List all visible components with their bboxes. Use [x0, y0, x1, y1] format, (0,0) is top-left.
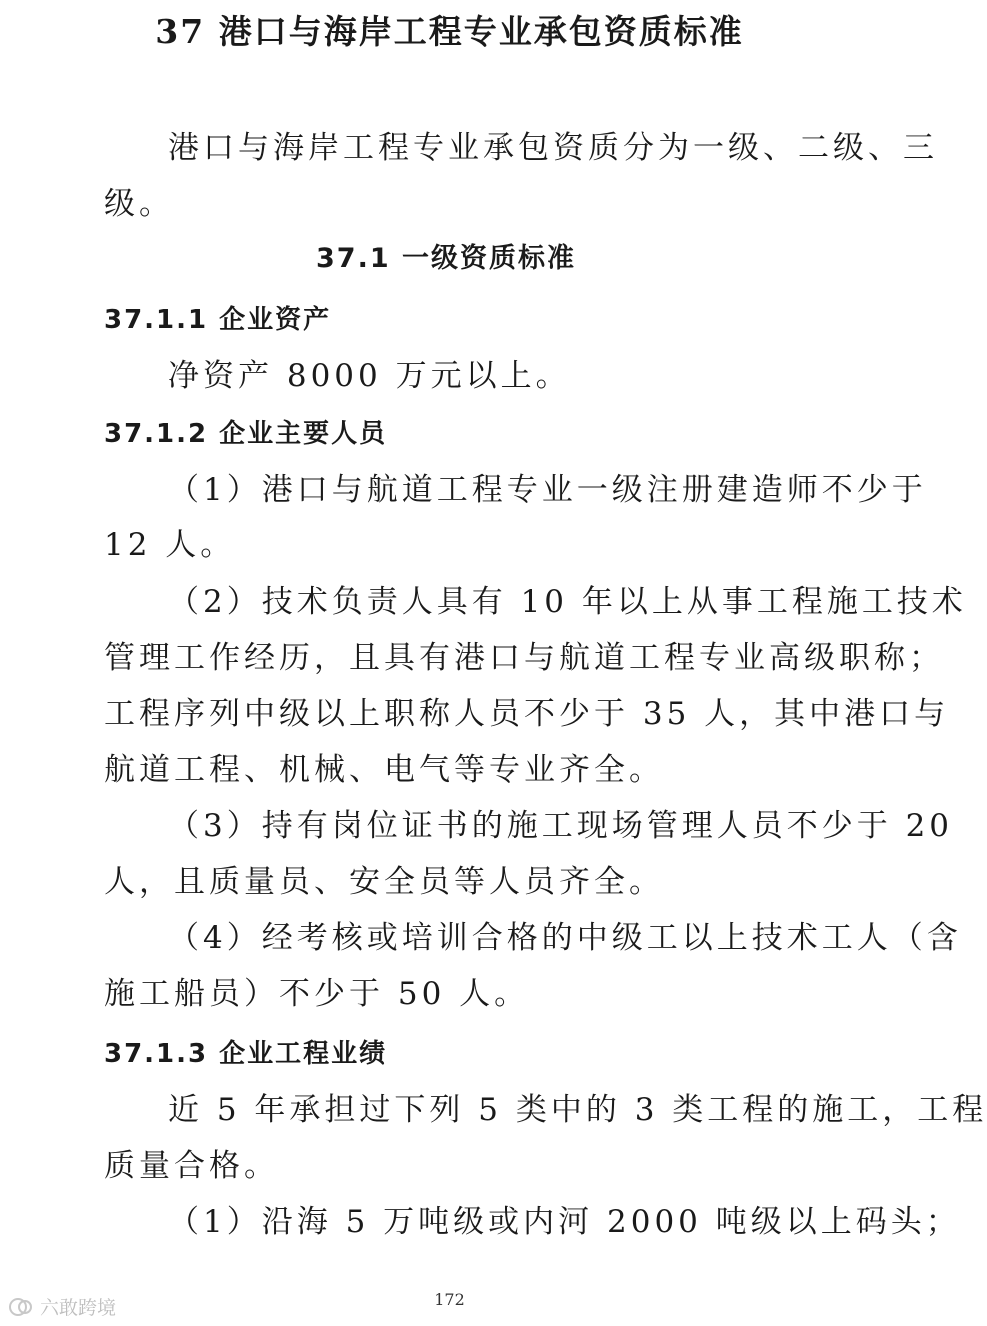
personnel-item-2-line-3: 工程序列中级以上职称人员不少于 35 人，其中港口与 [104, 696, 950, 732]
personnel-item-2-line-4: 航道工程、机械、电气等专业齐全。 [104, 752, 664, 788]
subsection-heading-performance: 37.1.3 企业工程业绩 [104, 1039, 388, 1069]
personnel-item-4-line-2: 施工船员）不少于 50 人。 [104, 976, 530, 1012]
personnel-item-1-line-2: 12 人。 [104, 527, 236, 563]
watermark-logo-icon [8, 1294, 34, 1320]
intro-line-1: 港口与海岸工程专业承包资质分为一级、二级、三 [168, 130, 938, 166]
personnel-item-4-line-1: （4）经考核或培训合格的中级工以上技术工人（含 [168, 920, 962, 956]
page-number: 172 [434, 1290, 465, 1309]
performance-line-1: 近 5 年承担过下列 5 类中的 3 类工程的施工，工程 [168, 1092, 987, 1128]
intro-line-2: 级。 [104, 186, 174, 222]
personnel-item-2-line-2: 管理工作经历，且具有港口与航道工程专业高级职称； [104, 640, 944, 676]
watermark [8, 1293, 116, 1320]
performance-item-1: （1）沿海 5 万吨级或内河 2000 吨级以上码头； [168, 1204, 961, 1240]
subsection-heading-assets: 37.1.1 企业资产 [104, 305, 332, 335]
personnel-item-2-line-1: （2）技术负责人具有 10 年以上从事工程施工技术 [168, 584, 967, 620]
assets-text: 净资产 8000 万元以上。 [168, 358, 571, 394]
section-heading: 37.1 一级资质标准 [316, 243, 577, 274]
performance-line-2: 质量合格。 [104, 1148, 279, 1184]
personnel-item-3-line-2: 人，且质量员、安全员等人员齐全。 [104, 864, 664, 900]
document-title: 37 港口与海岸工程专业承包资质标准 [155, 12, 744, 51]
subsection-heading-personnel: 37.1.2 企业主要人员 [104, 419, 388, 449]
personnel-item-1-line-1: （1）港口与航道工程专业一级注册建造师不少于 [168, 472, 927, 508]
personnel-item-3-line-1: （3）持有岗位证书的施工现场管理人员不少于 20 [168, 808, 954, 844]
watermark-text: 六敢跨境 [40, 1297, 117, 1319]
